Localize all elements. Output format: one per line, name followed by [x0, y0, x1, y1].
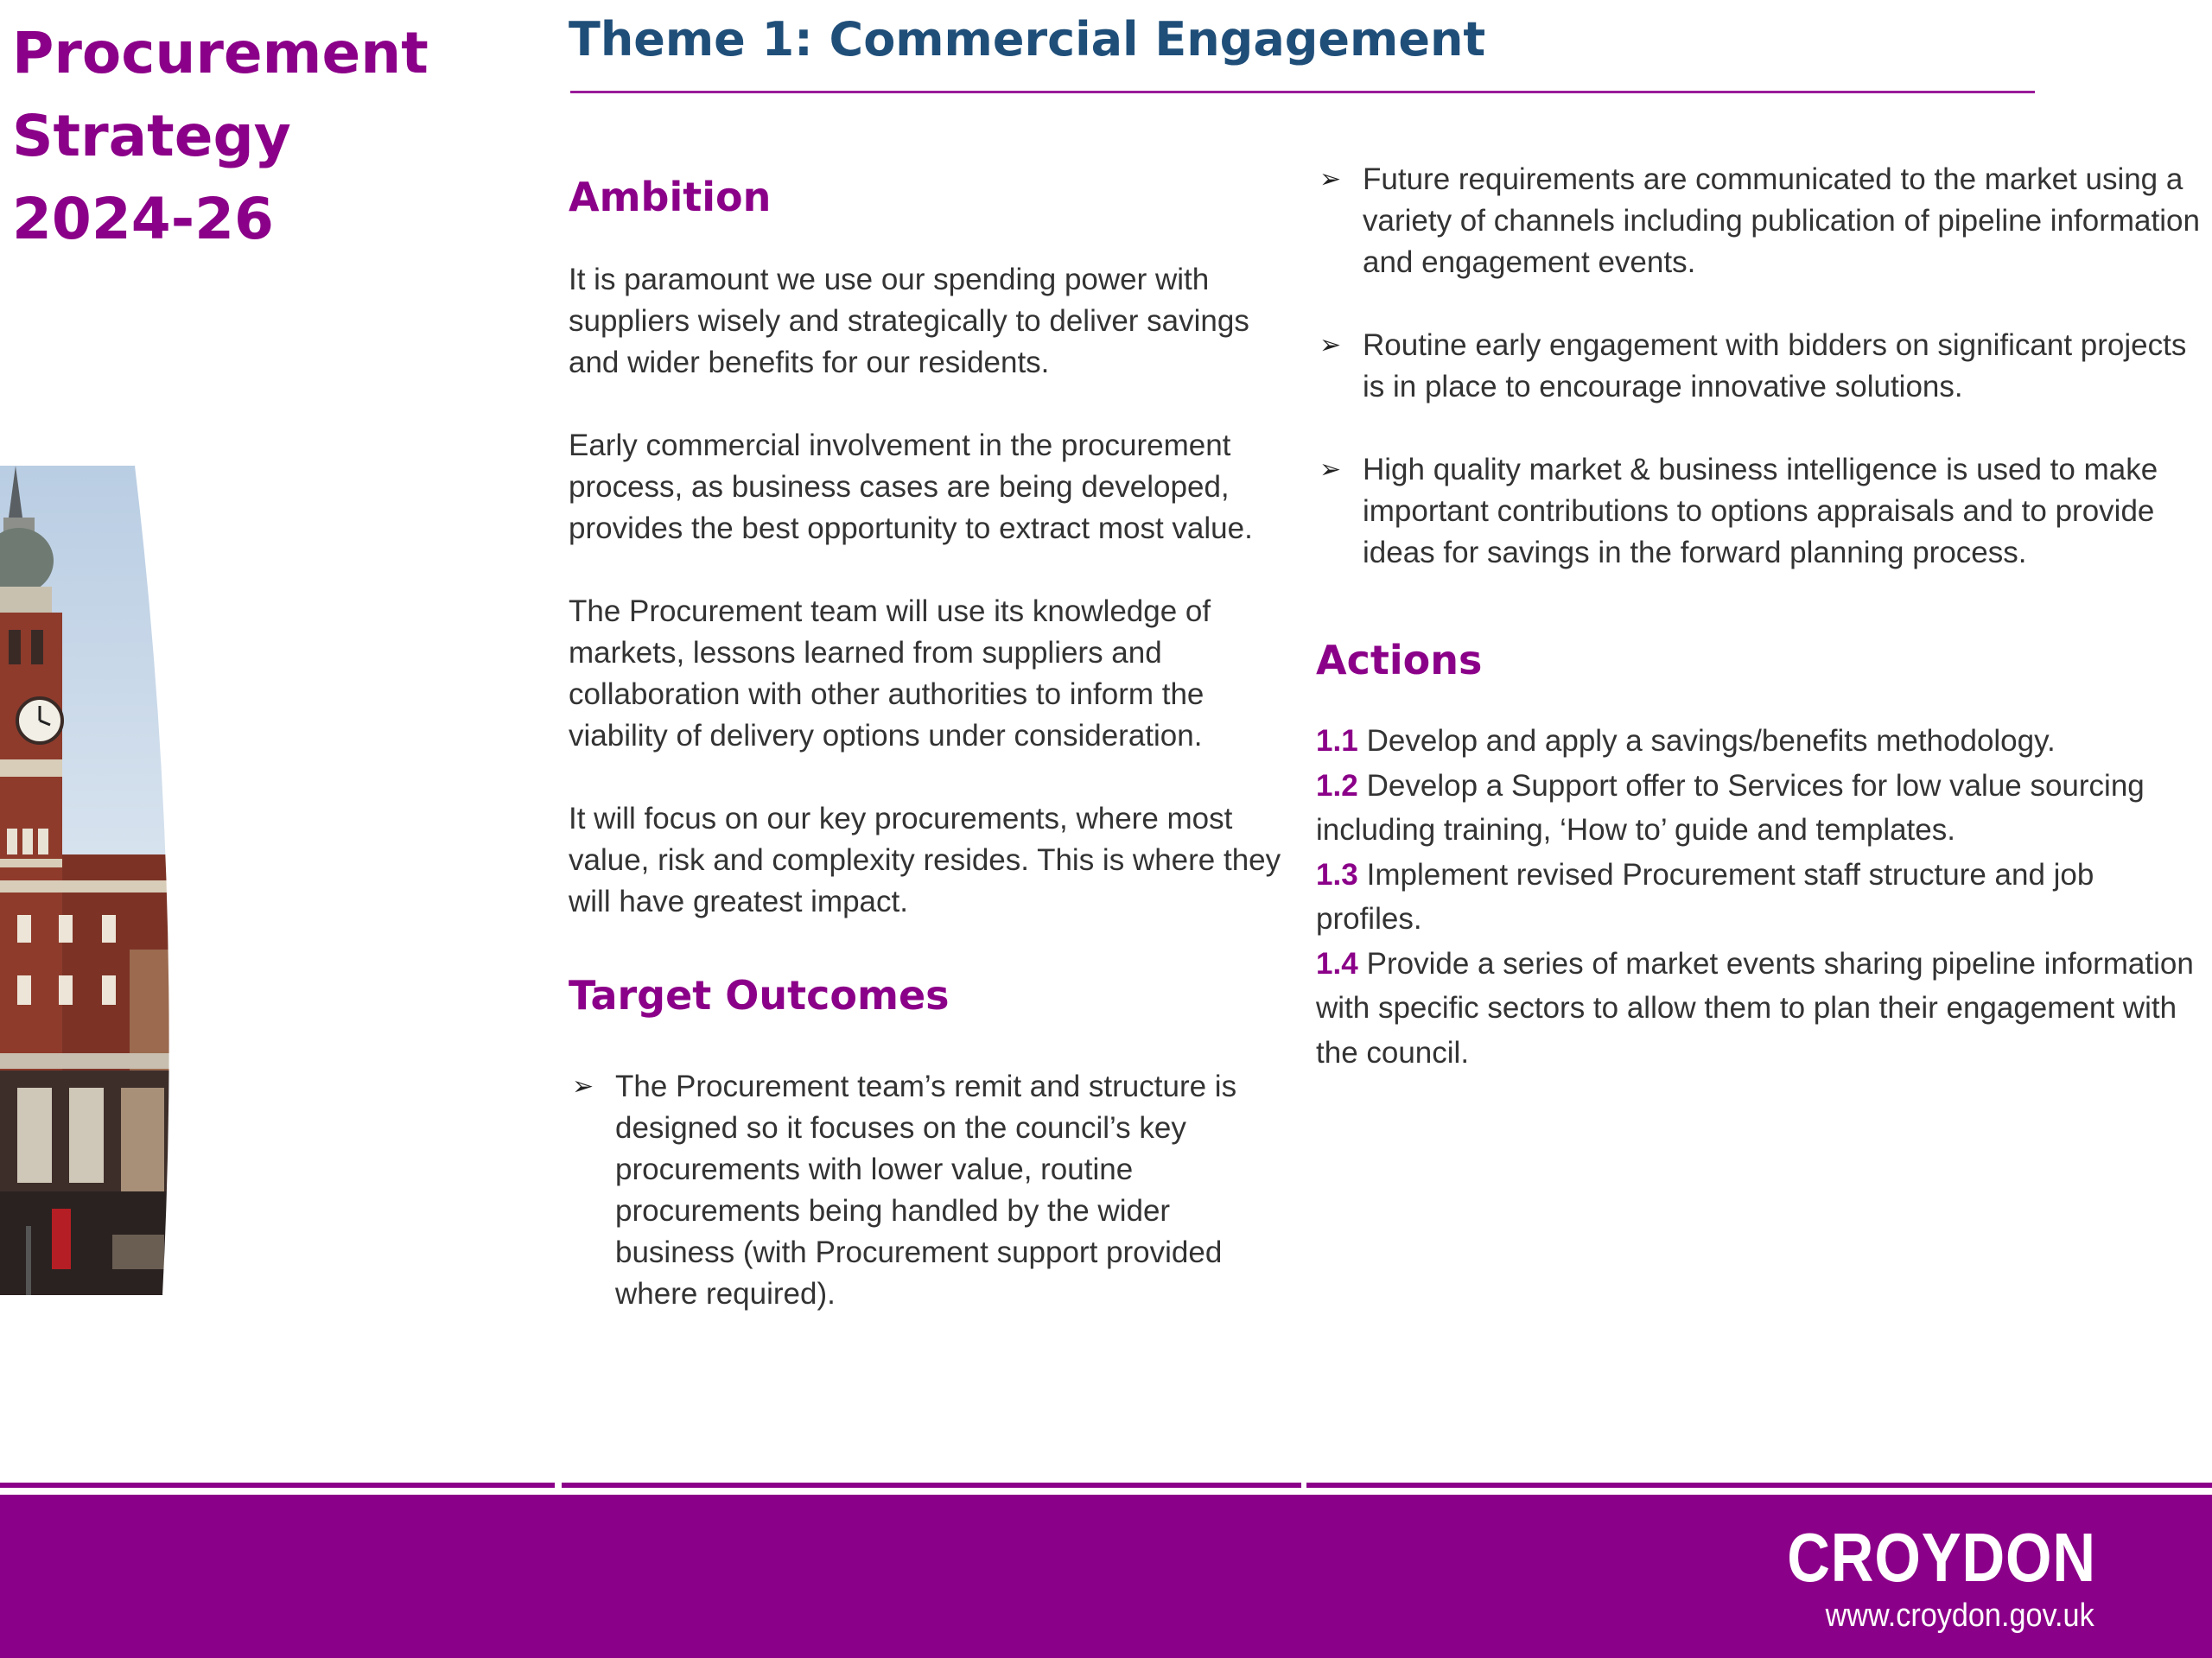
ambition-paragraph: It is paramount we use our spending power with suppliers wisely and strategically to deliver savings and wider benefits for our residents.: [569, 263, 1249, 379]
action-text: Develop a Support offer to Services for low value sourcing including training, ‘How to’ guide and templates.: [1316, 768, 2145, 847]
croydon-logo: CROYDON: [1787, 1519, 2096, 1596]
ambition-paragraph: It will focus on our key procurements, where most value, risk and complexity resides. This is where they will have greatest impact.: [569, 802, 1281, 918]
outcome-bullet: [1316, 449, 2206, 574]
footer-divider: [0, 1483, 2212, 1493]
outcome-text: Future requirements are communicated to the market using a variety of channels including publication of pipeline information and engagement events.: [1363, 162, 2200, 279]
action-item: [1316, 719, 2206, 764]
outcome-text: High quality market & business intelligence is used to make important contributions to options appraisals and to provide ideas for savings in the forward planning process.: [1363, 453, 2158, 569]
theme-title: Theme 1: Commercial Engagement: [569, 12, 1486, 67]
outcome-bullet: [1316, 325, 2206, 408]
action-number: 1.4: [1316, 946, 1358, 981]
outcome-bullet: [1316, 159, 2206, 283]
croydon-website: www.croydon.gov.uk: [1825, 1598, 2094, 1634]
left-column: [569, 164, 1286, 1356]
arrow-bullet-icon: ➢: [572, 1072, 594, 1101]
document-title-line: Strategy: [12, 103, 291, 169]
footer-line-segment: [562, 1483, 1301, 1488]
action-number: 1.2: [1316, 768, 1358, 803]
title-divider: [570, 91, 2035, 93]
arrow-bullet-icon: ➢: [1319, 165, 1342, 194]
ambition-section: [569, 171, 1286, 923]
action-item: [1316, 942, 2206, 1076]
ambition-paragraph: The Procurement team will use its knowledge of markets, lessons learned from suppliers and collaboration with other authorities to inform the viability of delivery options under consideration.: [569, 594, 1211, 753]
document-title-line: Procurement: [12, 20, 429, 86]
action-number: 1.1: [1316, 724, 1358, 758]
action-item: [1316, 764, 2206, 853]
action-text: Implement revised Procurement staff structure and job profiles.: [1316, 857, 2094, 936]
target-outcomes-section: [569, 969, 1286, 1315]
footer-line-segment: [0, 1483, 555, 1488]
actions-heading: Actions: [1316, 637, 1483, 683]
document-title: [12, 12, 461, 261]
action-text: Develop and apply a savings/benefits methodology.: [1366, 724, 2056, 758]
target-outcomes-heading: Target Outcomes: [569, 972, 950, 1019]
outcome-text: Routine early engagement with bidders on significant projects is in place to encourage innovative solutions.: [1363, 328, 2187, 403]
outcome-text: The Procurement team’s remit and structure is designed so it focuses on the council’s key procurements with lower value, routine procurements being handled by the wider business (with Procurement support provided where required).: [615, 1070, 1237, 1311]
action-number: 1.3: [1316, 857, 1358, 892]
document-title-line: 2024-26: [12, 186, 274, 252]
outcome-bullet: [569, 1066, 1286, 1315]
actions-section: [1316, 634, 2206, 1075]
ambition-heading: Ambition: [569, 174, 772, 220]
action-text: Provide a series of market events sharing pipeline information with specific sectors to allow them to plan their engagement with the council.: [1316, 946, 2194, 1070]
clock-tower-photo: [0, 466, 181, 1295]
right-column: [1316, 164, 2206, 1075]
arrow-bullet-icon: ➢: [1319, 331, 1342, 359]
arrow-bullet-icon: ➢: [1319, 455, 1342, 484]
footer-line-segment: [1306, 1483, 2212, 1488]
action-item: [1316, 853, 2206, 942]
ambition-paragraph: Early commercial involvement in the procurement process, as business cases are being developed, provides the best opportunity to extract most value.: [569, 429, 1253, 545]
